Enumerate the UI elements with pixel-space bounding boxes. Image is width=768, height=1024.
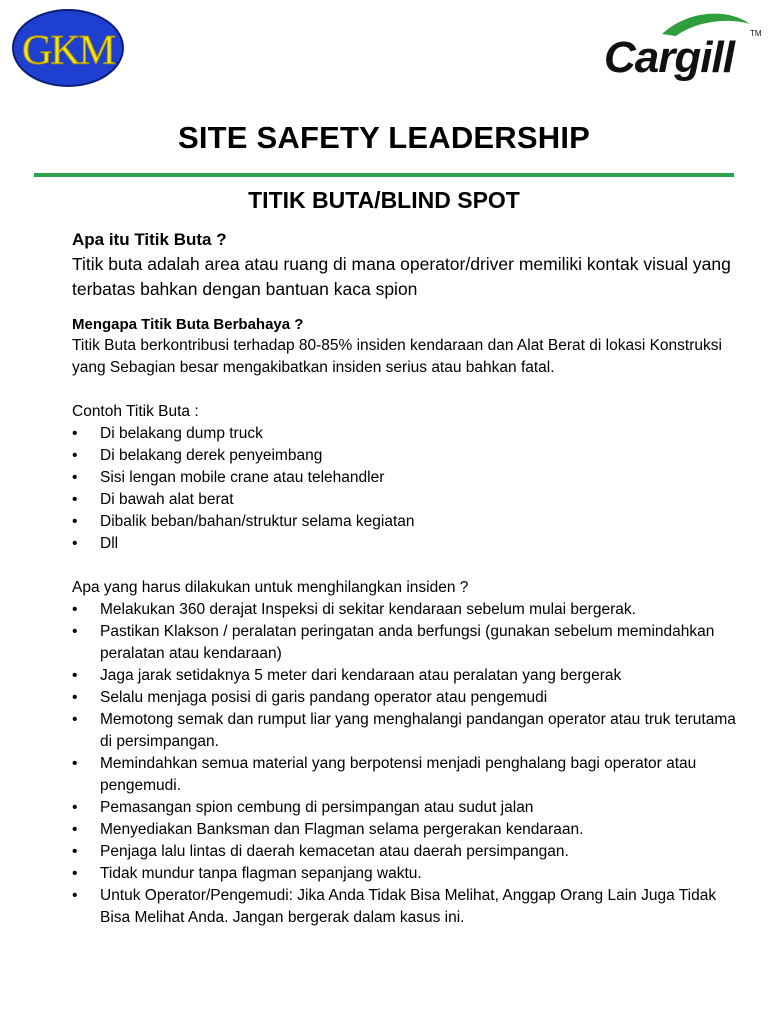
list-item-text: Pastikan Klakson / peralatan peringatan anda berfungsi (gunakan sebelum memindahkan peralatan atau kendaraan) xyxy=(100,623,715,662)
list-item xyxy=(72,511,742,533)
actions-heading: Apa yang harus dilakukan untuk menghilangkan insiden ? xyxy=(72,579,469,596)
question-why-dangerous: Mengapa Titik Buta Berbahaya ? xyxy=(72,316,304,333)
list-item xyxy=(72,489,742,511)
examples-list xyxy=(72,423,742,555)
list-item xyxy=(72,467,742,489)
list-item xyxy=(72,687,742,709)
gkm-logo xyxy=(11,8,125,88)
list-item-text: Pemasangan spion cembung di persimpangan atau sudut jalan xyxy=(100,799,534,816)
bullet-icon: • xyxy=(72,623,78,640)
bullet-icon: • xyxy=(72,447,78,464)
list-item xyxy=(72,665,742,687)
spacer xyxy=(72,555,742,577)
bullet-icon: • xyxy=(72,535,78,552)
bullet-icon: • xyxy=(72,887,78,904)
bullet-icon: • xyxy=(72,667,78,684)
list-item-text: Tidak mundur tanpa flagman sepanjang waktu. xyxy=(100,865,422,882)
actions-list xyxy=(72,599,742,929)
answer-why-dangerous: Titik Buta berkontribusi terhadap 80-85% insiden kendaraan dan Alat Berat di lokasi Konstruksi yang Sebagian besar mengakibatkan insiden serius atau bahkan fatal. xyxy=(72,337,722,376)
list-item-text: Memindahkan semua material yang berpotensi menjadi penghalang bagi operator atau pengemudi. xyxy=(100,755,697,794)
list-item-text: Di belakang derek penyeimbang xyxy=(100,447,323,464)
title-divider xyxy=(34,173,734,177)
page-title: SITE SAFETY LEADERSHIP xyxy=(177,120,591,155)
list-item-text: Sisi lengan mobile crane atau telehandler xyxy=(100,469,385,486)
gkm-logo-text: GKM xyxy=(21,28,115,74)
spacer xyxy=(72,379,742,401)
bullet-icon: • xyxy=(72,821,78,838)
list-item xyxy=(72,599,742,621)
list-item-text: Memotong semak dan rumput liar yang menghalangi pandangan operator atau truk terutama di persimpangan. xyxy=(100,711,736,750)
examples-heading: Contoh Titik Buta : xyxy=(72,403,199,420)
list-item xyxy=(72,621,742,665)
bullet-icon: • xyxy=(72,513,78,530)
list-item-text: Melakukan 360 derajat Inspeksi di sekitar kendaraan sebelum mulai bergerak. xyxy=(100,601,636,618)
list-item-text: Menyediakan Banksman dan Flagman selama pergerakan kendaraan. xyxy=(100,821,584,838)
list-item xyxy=(72,885,742,929)
list-item-text: Selalu menjaga posisi di garis pandang operator atau pengemudi xyxy=(100,689,548,706)
list-item xyxy=(72,423,742,445)
list-item xyxy=(72,533,742,555)
list-item-text: Jaga jarak setidaknya 5 meter dari kendaraan atau peralatan yang bergerak xyxy=(100,667,622,684)
bullet-icon: • xyxy=(72,469,78,486)
bullet-icon: • xyxy=(72,755,78,772)
cargill-trademark: TM xyxy=(750,29,762,38)
bullet-icon: • xyxy=(72,491,78,508)
question-what-is-blind-spot: Apa itu Titik Buta ? xyxy=(72,230,227,249)
list-item xyxy=(72,709,742,753)
list-item xyxy=(72,863,742,885)
answer-what-is-blind-spot: Titik buta adalah area atau ruang di mana operator/driver memiliki kontak visual yang terbatas bahkan dengan bantuan kaca spion xyxy=(72,254,731,299)
list-item xyxy=(72,797,742,819)
list-item xyxy=(72,819,742,841)
cargill-logo-text: Cargill xyxy=(604,33,734,82)
bullet-icon: • xyxy=(72,799,78,816)
list-item xyxy=(72,445,742,467)
list-item xyxy=(72,753,742,797)
list-item-text: Dll xyxy=(100,535,119,552)
list-item-text: Penjaga lalu lintas di daerah kemacetan atau daerah persimpangan. xyxy=(100,843,569,860)
list-item-text: Untuk Operator/Pengemudi: Jika Anda Tidak Bisa Melihat, Anggap Orang Lain Juga Tidak Bisa Melihat Anda. Jangan bergerak dalam kasus ini. xyxy=(100,887,717,926)
bullet-icon: • xyxy=(72,711,78,728)
list-item-text: Di belakang dump truck xyxy=(100,425,263,442)
list-item-text: Dibalik beban/bahan/struktur selama kegiatan xyxy=(100,513,415,530)
bullet-icon: • xyxy=(72,865,78,882)
cargill-logo xyxy=(600,6,760,82)
list-item xyxy=(72,841,742,863)
bullet-icon: • xyxy=(72,843,78,860)
list-item-text: Di bawah alat berat xyxy=(100,491,234,508)
bullet-icon: • xyxy=(72,601,78,618)
page-subtitle: TITIK BUTA/BLIND SPOT xyxy=(248,187,520,213)
bullet-icon: • xyxy=(72,425,78,442)
document-body xyxy=(72,228,742,929)
bullet-icon: • xyxy=(72,689,78,706)
